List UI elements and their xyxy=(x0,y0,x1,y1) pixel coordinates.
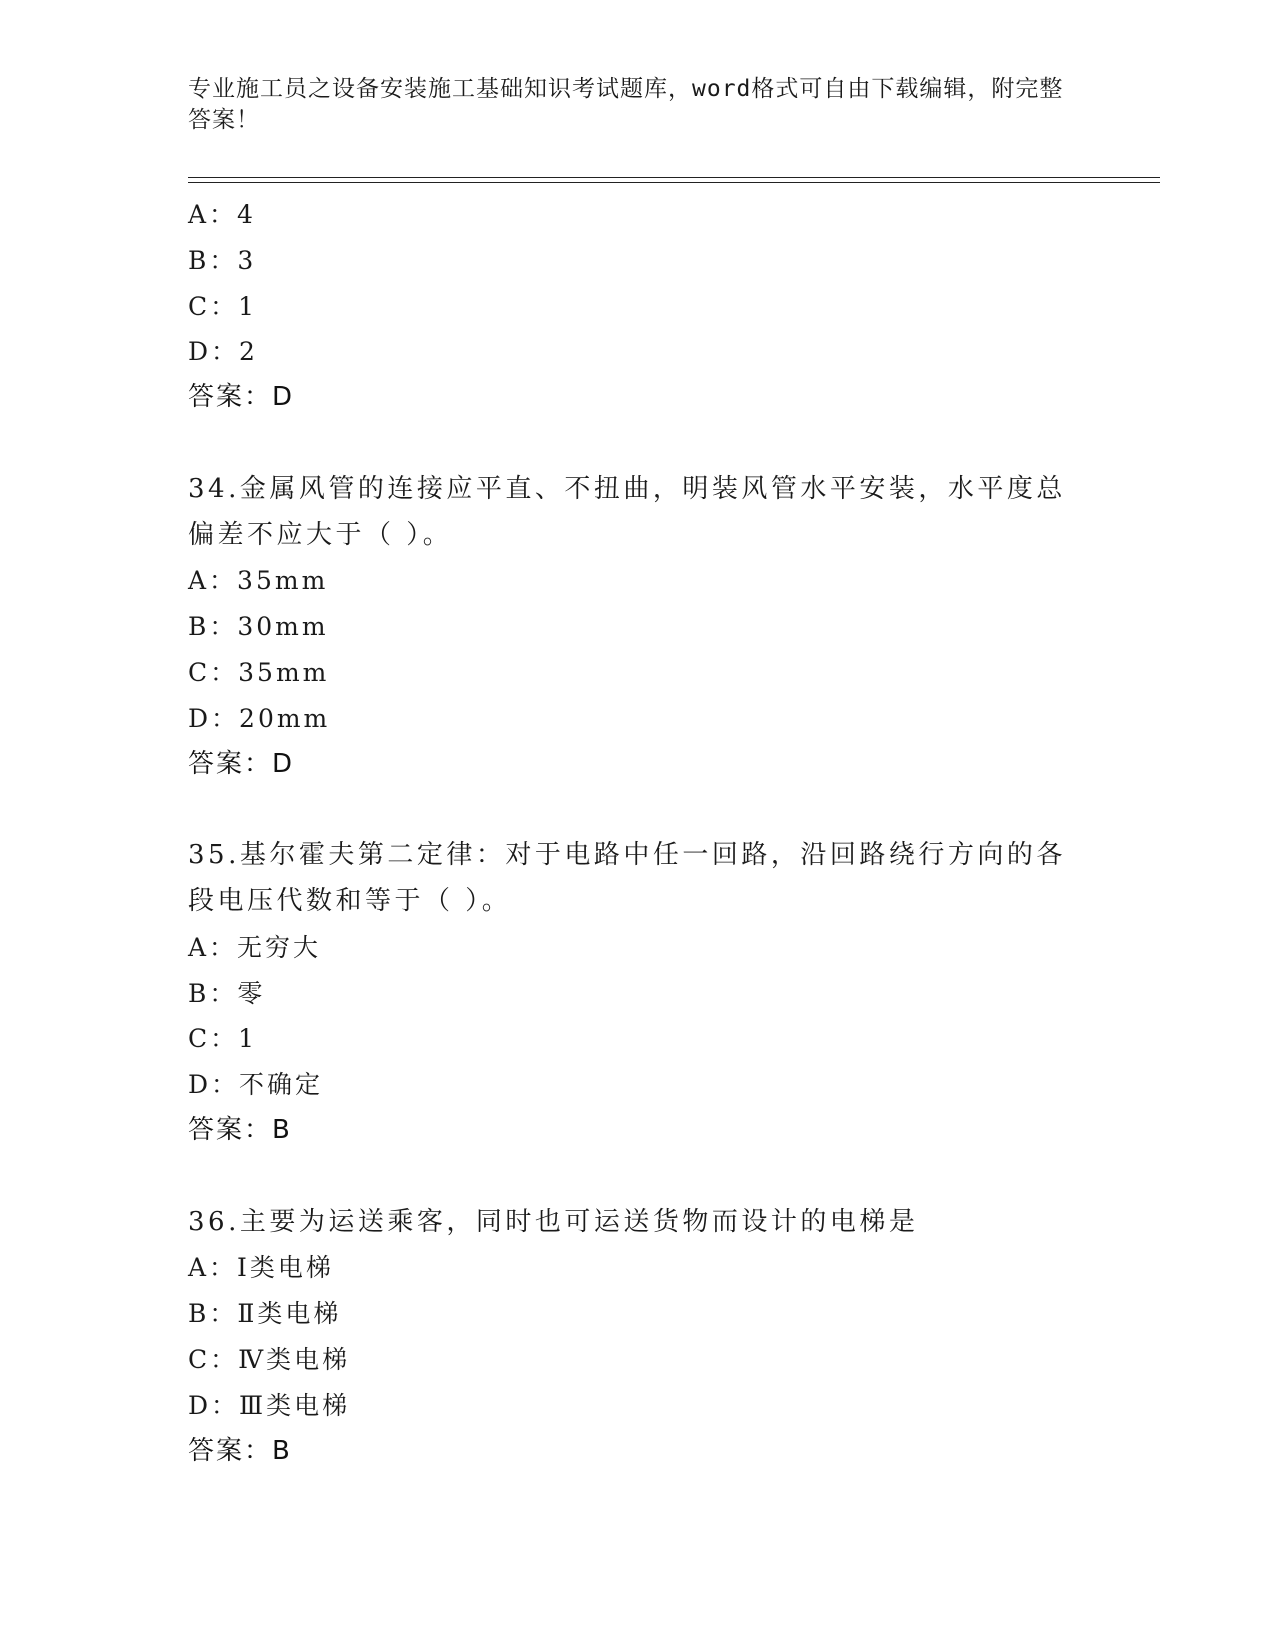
spacer xyxy=(188,421,1088,467)
option-a: A：无穷大 xyxy=(188,932,322,962)
question-block-36 xyxy=(188,1200,1088,1475)
option-d: D：Ⅲ类电梯 xyxy=(188,1390,351,1420)
option-a: A：Ⅰ类电梯 xyxy=(188,1253,334,1283)
option-c: C：1 xyxy=(188,291,258,321)
question-text: 35.基尔霍夫第二定律：对于电路中任一回路，沿回路绕行方向的各段电压代数和等于（ ）。 xyxy=(188,840,1066,916)
option-a: A：35mm xyxy=(188,566,329,596)
page-header-title: 专业施工员之设备安装施工基础知识考试题库，word格式可自由下载编辑，附完整答案！ xyxy=(188,76,1064,133)
option-c: C：35mm xyxy=(188,657,330,687)
option-d: D：不确定 xyxy=(188,1070,324,1100)
option-a: A：4 xyxy=(188,200,256,229)
header-divider-top xyxy=(188,177,1160,178)
option-b: B：30mm xyxy=(188,612,329,642)
option-c: C：1 xyxy=(188,1024,258,1054)
question-block-35 xyxy=(188,833,1088,1154)
answer-line: 答案：B xyxy=(188,1435,292,1466)
header-divider-bottom xyxy=(188,182,1160,183)
question-text: 34.金属风管的连接应平直、不扭曲，明装风管水平安装，水平度总偏差不应大于（ ）。 xyxy=(188,473,1066,550)
question-block-33 xyxy=(188,192,1088,421)
option-c: C：Ⅳ类电梯 xyxy=(188,1344,351,1374)
option-b: B：3 xyxy=(188,245,257,275)
spacer xyxy=(188,1154,1088,1200)
question-text: 36.主要为运送乘客，同时也可运送货物而设计的电梯是 xyxy=(188,1206,919,1237)
option-b: B：零 xyxy=(188,978,266,1008)
option-b: B：Ⅱ类电梯 xyxy=(188,1299,342,1329)
option-d: D：20mm xyxy=(188,703,331,733)
answer-line: 答案：D xyxy=(188,382,295,413)
spacer xyxy=(188,787,1088,833)
question-list xyxy=(188,192,1088,1474)
answer-line: 答案：D xyxy=(188,748,295,779)
option-d: D：2 xyxy=(188,337,258,367)
question-block-34 xyxy=(188,467,1088,788)
answer-line: 答案：B xyxy=(188,1114,292,1145)
